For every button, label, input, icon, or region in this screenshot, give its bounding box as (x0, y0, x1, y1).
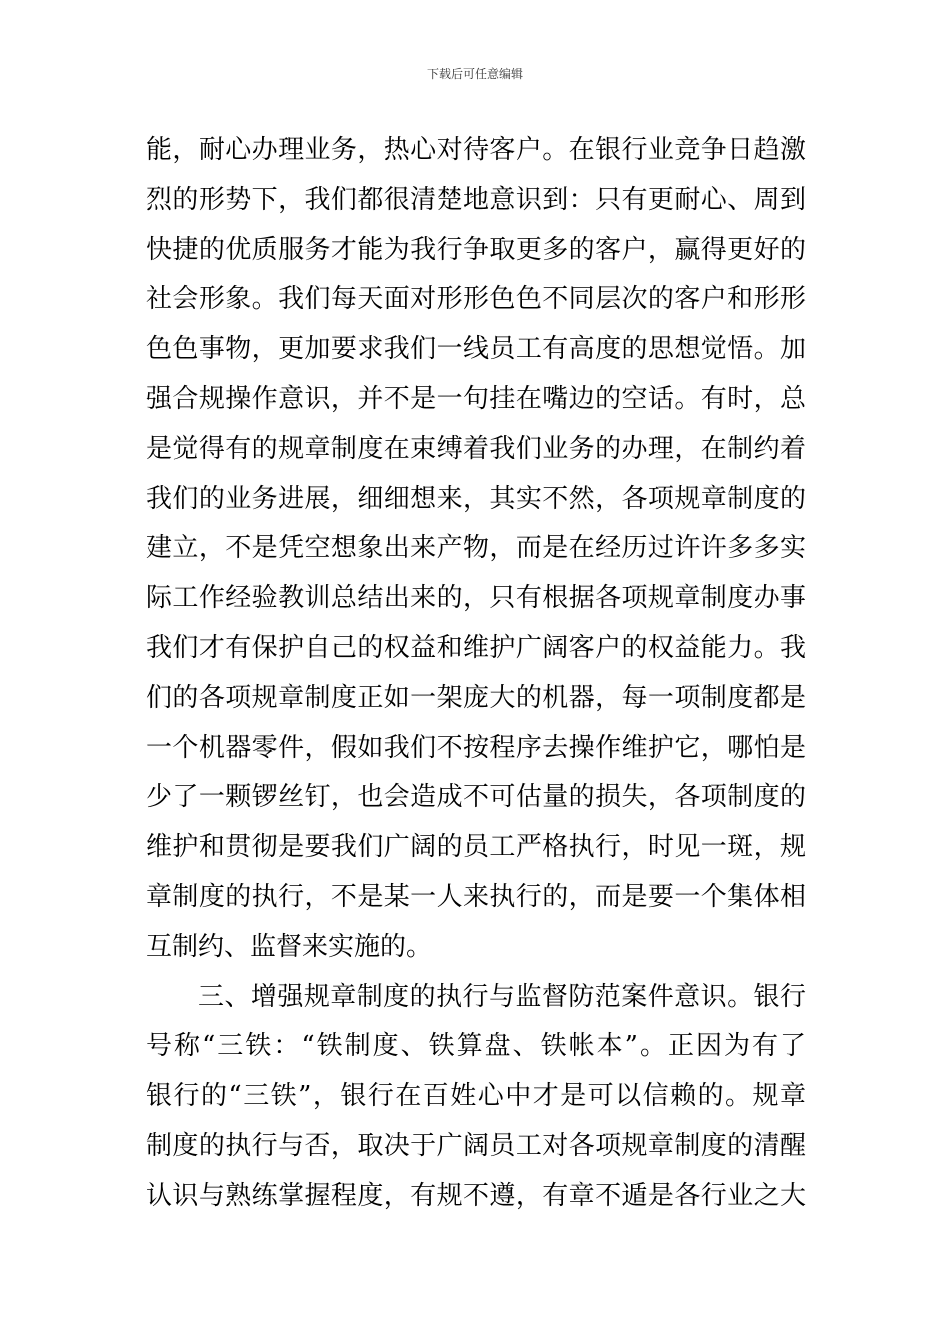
paragraph-line: 制度的执行与否，取决于广阔员工对各项规章制度的清醒 (146, 1130, 806, 1161)
paragraph-line: 能，耐心办理业务，热心对待客户。在银行业竞争日趋激 (146, 135, 806, 165)
paragraph-line: 少了一颗锣丝钉，也会造成不可估量的损失，各项制度的 (146, 782, 806, 813)
paragraph-line: 号称“三铁：“铁制度、铁算盘、铁帐本”。正因为有了 (146, 1031, 806, 1062)
paragraph-line: 烈的形势下，我们都很清楚地意识到：只有更耐心、周到 (146, 184, 806, 215)
page-header: 下载后可任意编辑 (426, 67, 523, 81)
document-body (146, 126, 806, 1222)
paragraph-line: 互制约、监督来实施的。 (146, 931, 433, 962)
paragraph-line: 三、增强规章制度的执行与监督防范案件意识。银行 (198, 981, 806, 1012)
paragraph-line: 强合规操作意识，并不是一句挂在嘴边的空话。有时，总 (146, 383, 806, 414)
paragraph-line: 一个机器零件，假如我们不按程序去操作维护它，哪怕是 (146, 732, 806, 763)
paragraph-line: 维护和贯彻是要我们广阔的员工严格执行，时见一斑，规 (146, 832, 806, 863)
paragraph-line: 色色事物，更加要求我们一线员工有高度的思想觉悟。加 (146, 334, 806, 365)
paragraph-line: 建立，不是凭空想象出来产物，而是在经历过许许多多实 (146, 533, 806, 564)
paragraph-line: 快捷的优质服务才能为我行争取更多的客户，赢得更好的 (146, 234, 806, 265)
paragraph-line: 认识与熟练掌握程度，有规不遵，有章不遁是各行业之大 (146, 1180, 806, 1211)
paragraph-line: 我们才有保护自己的权益和维护广阔客户的权益能力。我 (146, 632, 806, 663)
paragraph-line: 际工作经验教训总结出来的，只有根据各项规章制度办事 (146, 583, 806, 614)
paragraph-line: 我们的业务进展，细细想来，其实不然，各项规章制度的 (146, 483, 806, 514)
paragraph-line: 章制度的执行，不是某一人来执行的，而是要一个集体相 (146, 881, 806, 912)
paragraph-line: 是觉得有的规章制度在束缚着我们业务的办理，在制约着 (146, 433, 806, 464)
paragraph-line: 们的各项规章制度正如一架庞大的机器，每一项制度都是 (146, 682, 806, 713)
paragraph-line: 银行的“三铁”，银行在百姓心中才是可以信赖的。规章 (146, 1081, 806, 1112)
paragraph-line: 社会形象。我们每天面对形形色色不同层次的客户和形形 (146, 284, 806, 315)
